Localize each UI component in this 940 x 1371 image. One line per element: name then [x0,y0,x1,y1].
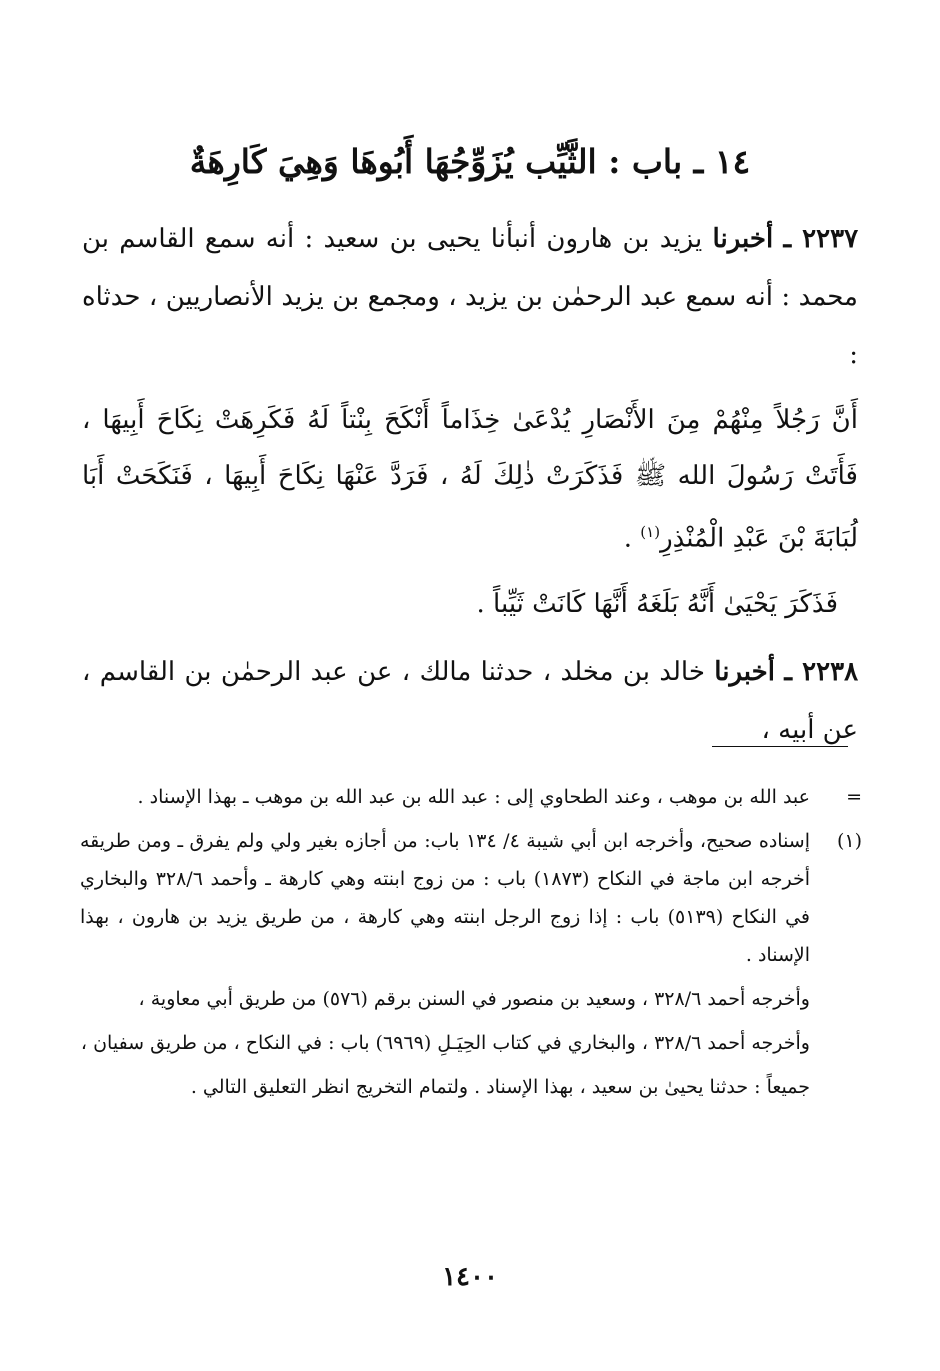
footnote-mark: = [846,786,862,808]
isnad-text: خالد بن مخلد ، حدثنا مالك ، عن عبد الرحمٰن بن القاسم ، عن أبيه ، [82,656,858,745]
page-number: ١٤٠٠ [442,1262,498,1292]
footnote-continuation [80,778,862,816]
footnote-1 [80,822,862,1106]
footnote-paragraph: إسناده صحيح، وأخرجه ابن أبي شيبة ٤/ ١٣٤ باب: من أجازه بغير ولي ولم يفرق ـ ومن طريقه أخرجه ابن ماجة في النكاح (١٨٧٣) باب : من زوج ابنته وهي كارهة ـ وأحمد ٣٢٨/٦ والبخاري في النكاح (٥١٣٩) باب : إذا زوج الرجل ابنته وهي كارهة ، من طريق يزيد بن هارون ، بهذا الإسناد . [80,830,811,966]
footnote-paragraph: جميعاً : حدثنا يحيىٰ بن سعيد ، بهذا الإسناد . ولتمام التخريج انظر التعليق التالي . [190,1076,810,1098]
matn-end: . [623,523,641,554]
footnote-divider [712,746,848,747]
matn-text: أَنَّ رَجُلاً مِنْهُمْ مِنَ الأَنْصَارِ يُدْعَىٰ خِذَاماً أَنْكَحَ بِنْتاً لَهُ فَكَرِهَتْ نِكَاحَ أَبِيهَا ، فَأَتَتْ رَسُولَ الله ﷺ فَذَكَرَتْ ذٰلِكَ لَهُ ، فَرَدَّ عَنْهَا نِكَاحَ أَبِيهَا ، فَنَكَحَتْ أَبَا لُبَابَةَ بْنَ عَبْدِ الْمُنْذِرِ [82,405,858,554]
hadith-2237-isnad [82,210,858,384]
footnote-paragraph: وأخرجه أحمد ٣٢٨/٦ ، وسعيد بن منصور في السنن برقم (٥٧٦) من طريق أبي معاوية ، [138,988,810,1010]
footnote-text: عبد الله بن موهب ، وعند الطحاوي إلى : عبد الله بن عبد الله بن موهب ـ بهذا الإسناد . [137,786,810,808]
hadith-lead-word: أخبرنا [714,656,775,687]
hadith-number: ٢٢٣٧ ـ [783,224,859,254]
footnotes [80,778,862,1112]
footnote-paragraph: وأخرجه أحمد ٣٢٨/٦ ، والبخاري في كتاب الحِيَـلِ (٦٩٦٩) باب : في النكاح ، من طريق سفيان ، [80,1032,810,1054]
isnad-text: يزيد بن هارون أنبأنا يحيى بن سعيد : أنه سمع القاسم بن محمد : أنه سمع عبد الرحمٰن بن يزيد ، ومجمع بن يزيد الأنصاريين ، حدثاه : [82,224,858,370]
hadith-2237-matn [82,392,858,567]
hadith-2237-comment: فَذَكَرَ يَحْيَىٰ أَنَّهُ بَلَغَهُ أَنَّهَا كَانَتْ ثَيِّباً . [476,588,838,619]
footnote-reference: (١) [640,523,661,541]
chapter-title: ١٤ ـ باب : الثَّيِّب يُزَوِّجُهَا أَبُوهَا وَهِيَ كَارِهَةٌ [189,142,751,181]
footnote-mark: (١) [836,830,862,852]
hadith-2238-isnad [82,643,858,759]
hadith-lead-word: أخبرنا [712,224,774,254]
main-text [82,210,858,759]
hadith-number: ٢٢٣٨ ـ [784,656,859,687]
